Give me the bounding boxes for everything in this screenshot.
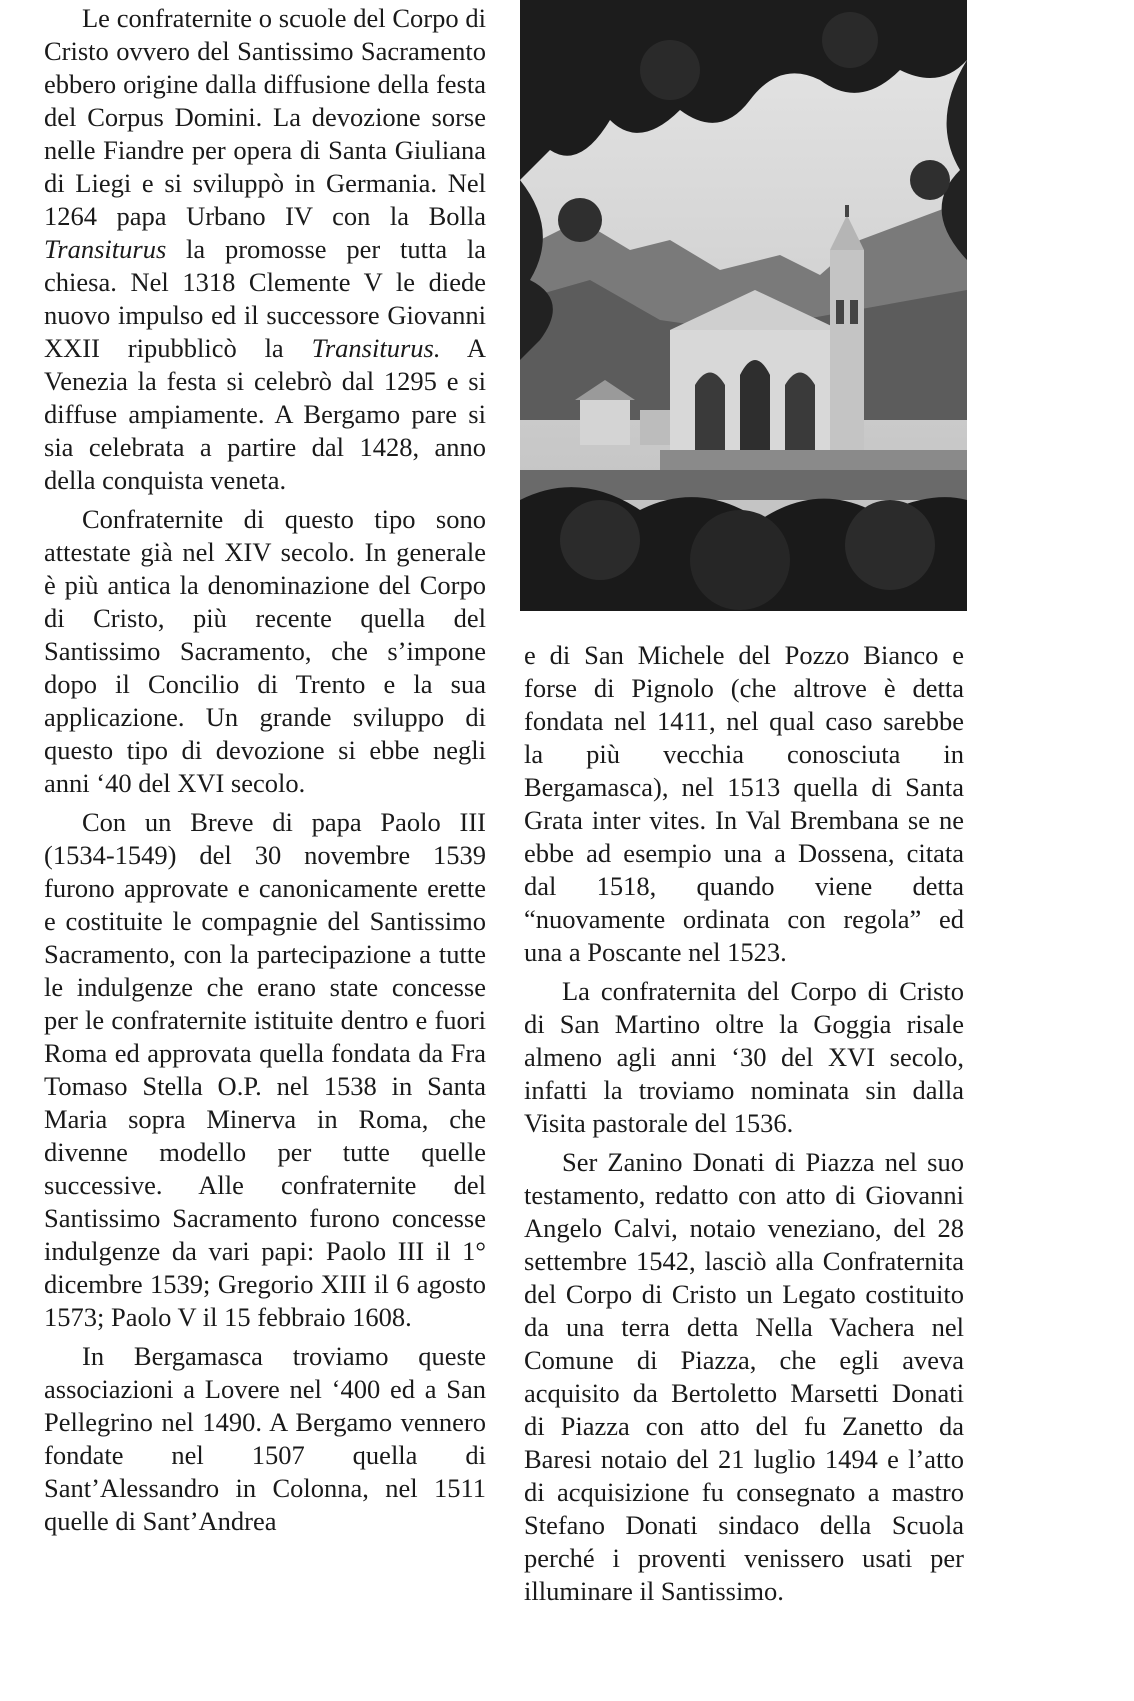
paragraph-bergamasca: In Bergamasca troviamo queste associazioni a Lovere nel ‘400 ed a San Pellegrino nel 1490. A Bergamo vennero fondate nel 1507 quella di Sant’Alessandro in Colonna, nel 1511 quelle di Sant’Andrea (44, 1341, 486, 1536)
paragraph-breve-paolo-iii: Con un Breve di papa Paolo III (1534-1549) del 30 novembre 1539 furono approvate e canonicamente erette e costituite le compagnie del Santissimo Sacramento, con la partecipazione a tutte le indulgenze che erano state concesse per le confraternite istituite dentro e fuori Roma ed approvata quella fondata da Fra Tomaso Stella O.P. nel 1538 in Santa Maria sopra Minerva in Roma, che divenne modello per tutte quelle successive. Alle confraternite del Santissimo Sacramento furono concesse indulgenze da vari papi: Paolo III il 1° dicembre 1539; Gregorio XIII il 6 agosto 1573; Paolo V il 15 febbraio 1608. (44, 807, 486, 1332)
paragraph-text: Le confraternite o scuole del Corpo di Cristo ovvero del Santissimo Sacramento ebbero origine dalla diffusione della festa del Corpus Domini. La devozione sorse nelle Fiandre per opera di Santa Giuliana di Liegi e si sviluppò in Germania. Nel 1264 papa Urbano IV con la Bolla (44, 3, 486, 231)
church-photo-icon (520, 0, 967, 611)
paragraph-corpus-domini-origin (44, 2, 486, 497)
italic-title: Transiturus (44, 234, 167, 264)
paragraph-san-martino: La confraternita del Corpo di Cristo di San Martino oltre la Goggia risale almeno agli anni ‘30 del XVI secolo, infatti la troviamo nominata sin dalla Visita pastorale del 1536. (524, 976, 964, 1138)
paragraph-zanino-donati: Ser Zanino Donati di Piazza nel suo testamento, redatto con atto di Giovanni Angelo Calvi, notaio veneziano, del 28 settembre 1542, lasciò alla Confraternita del Corpo di Cristo un Legato costituito da una terra detta Nella Vachera nel Comune di Piazza, che egli aveva acquisito da Bertoletto Marsetti Donati di Piazza con atto del fu Zanetto da Baresi notaio del 21 luglio 1494 e l’atto di acquisizione fu consegnato a mastro Stefano Donati sindaco della Scuola perché i proventi venissero usati per illuminare il Santissimo. (524, 1147, 964, 1606)
right-text-column (524, 639, 964, 1614)
paragraph-confraternite-xiv: Confraternite di questo tipo sono attestate già nel XIV secolo. In generale è più antica la denominazione del Corpo di Cristo, più recente quella del Santissimo Sacramento, che s’impone dopo il Concilio di Trento e la sua applicazione. Un grande sviluppo di questo tipo di devozione si ebbe negli anni ‘40 del XVI secolo. (44, 504, 486, 798)
paragraph-text: la promosse per tutta la chiesa. Nel 1318 Clemente V le diede nuovo impulso ed il successore Giovanni XXII ripubblicò la (44, 234, 486, 363)
paragraph-san-michele-continuation: e di San Michele del Pozzo Bianco e forse di Pignolo (che altrove è detta fondata nel 1411, nel qual caso sarebbe la più vecchia conosciuta in Bergamasca), nel 1513 quella di Santa Grata inter vites. In Val Brembana se ne ebbe ad esempio una a Dossena, citata dal 1518, quando viene detta “nuovamente ordinata con regola” ed una a Poscante nel 1523. (524, 640, 964, 967)
church-photograph (520, 0, 967, 611)
left-text-column (44, 2, 486, 1544)
paragraph-text: A Venezia la festa si celebrò dal 1295 e si diffuse ampiamente. A Bergamo pare si sia celebrata a partire dal 1428, anno della conquista veneta. (44, 333, 486, 495)
italic-title: Transiturus. (311, 333, 441, 363)
